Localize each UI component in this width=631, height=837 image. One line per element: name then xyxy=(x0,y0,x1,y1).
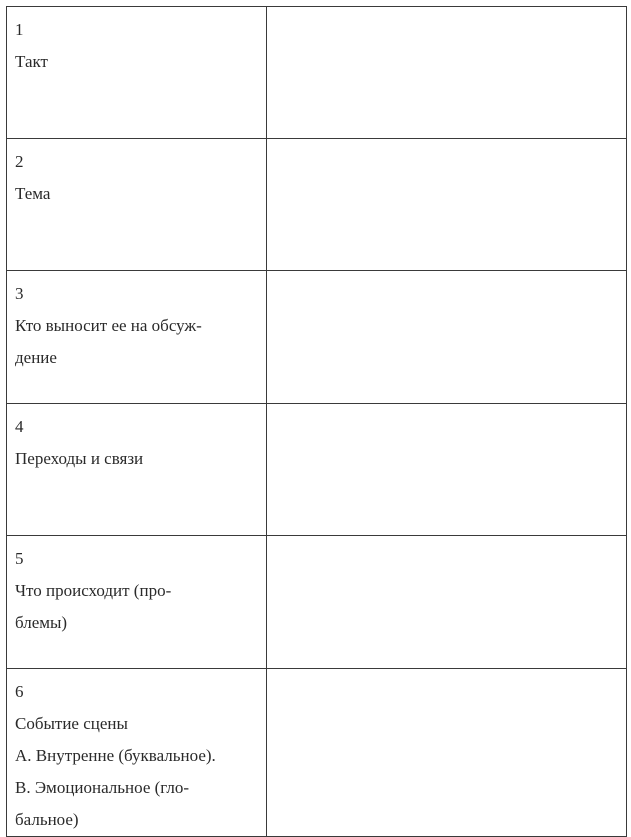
answer-text xyxy=(267,271,626,278)
label-cell xyxy=(7,271,267,404)
label-cell-content xyxy=(7,271,266,374)
table-body xyxy=(7,7,627,837)
label-cell xyxy=(7,669,267,837)
row-number: 5 xyxy=(15,549,24,568)
row-number: 2 xyxy=(15,152,24,171)
table-row xyxy=(7,404,627,536)
table-row xyxy=(7,271,627,404)
label-cell-content xyxy=(7,139,266,210)
row-label-line: А. Внутренне (буквальное). xyxy=(15,746,216,765)
row-label-line: Кто выносит ее на обсуж- xyxy=(15,316,202,335)
row-number: 1 xyxy=(15,20,24,39)
row-label-line: Тема xyxy=(15,184,51,203)
table-row xyxy=(7,7,627,139)
scene-analysis-table xyxy=(6,6,627,837)
table-row xyxy=(7,536,627,669)
row-label-line: бальное) xyxy=(15,810,79,829)
row-number: 4 xyxy=(15,417,24,436)
label-cell-content xyxy=(7,7,266,78)
table-row xyxy=(7,139,627,271)
row-number: 3 xyxy=(15,284,24,303)
label-cell xyxy=(7,7,267,139)
label-cell xyxy=(7,404,267,536)
row-label-line: Переходы и связи xyxy=(15,449,144,468)
answer-cell[interactable] xyxy=(267,7,627,139)
answer-cell[interactable] xyxy=(267,271,627,404)
row-label-line: Событие сцены xyxy=(15,714,128,733)
label-cell-content xyxy=(7,404,266,475)
answer-text xyxy=(267,7,626,14)
answer-cell[interactable] xyxy=(267,536,627,669)
label-cell xyxy=(7,139,267,271)
answer-text xyxy=(267,139,626,146)
row-label-line: блемы) xyxy=(15,613,68,632)
row-label-line: В. Эмоциональное (гло- xyxy=(15,778,190,797)
answer-cell[interactable] xyxy=(267,404,627,536)
answer-text xyxy=(267,669,626,676)
row-label-line: дение xyxy=(15,348,57,367)
row-label-line: Такт xyxy=(15,52,48,71)
table-row xyxy=(7,669,627,837)
label-cell-content xyxy=(7,536,266,639)
label-cell xyxy=(7,536,267,669)
row-label-line: Что происходит (про- xyxy=(15,581,172,600)
label-cell-content xyxy=(7,669,266,836)
answer-cell[interactable] xyxy=(267,669,627,837)
answer-text xyxy=(267,404,626,411)
answer-cell[interactable] xyxy=(267,139,627,271)
row-number: 6 xyxy=(15,682,24,701)
answer-text xyxy=(267,536,626,543)
